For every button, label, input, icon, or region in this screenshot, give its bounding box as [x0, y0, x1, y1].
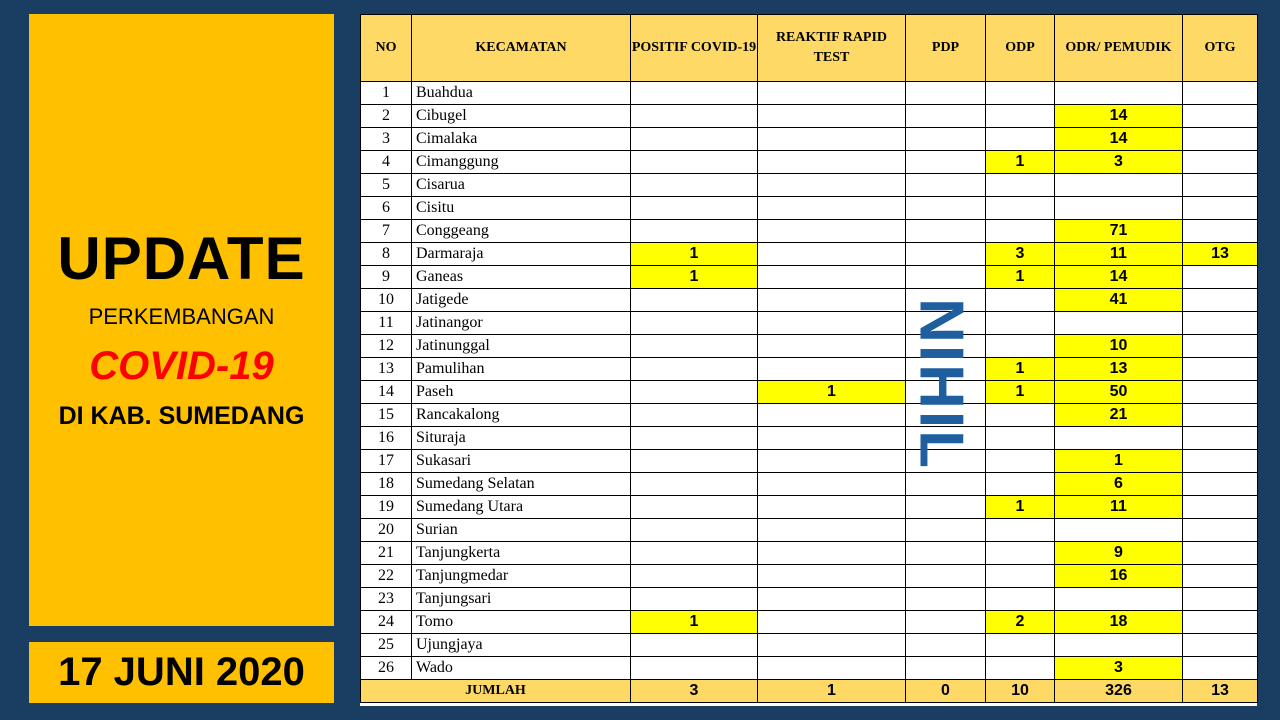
row-positif [631, 197, 758, 220]
row-reaktif [758, 312, 906, 335]
row-no: 3 [361, 128, 412, 151]
row-no: 16 [361, 427, 412, 450]
table-row [361, 335, 1258, 358]
row-no: 25 [361, 634, 412, 657]
table-row [361, 404, 1258, 427]
row-kecamatan: Jatinangor [412, 312, 631, 335]
row-reaktif [758, 588, 906, 611]
row-odp [986, 427, 1055, 450]
row-reaktif [758, 542, 906, 565]
row-reaktif [758, 105, 906, 128]
row-odp: 1 [986, 381, 1055, 404]
row-otg [1183, 473, 1258, 496]
nihil-label: NIHIL [906, 298, 976, 470]
row-otg [1183, 657, 1258, 680]
row-otg [1183, 588, 1258, 611]
row-odp: 3 [986, 243, 1055, 266]
row-pdp [906, 266, 986, 289]
header-no: NO [361, 15, 412, 82]
row-otg [1183, 381, 1258, 404]
row-odr [1055, 588, 1183, 611]
row-reaktif [758, 289, 906, 312]
row-kecamatan: Sumedang Utara [412, 496, 631, 519]
row-odp [986, 404, 1055, 427]
row-positif [631, 82, 758, 105]
row-odp: 1 [986, 151, 1055, 174]
row-reaktif [758, 496, 906, 519]
row-kecamatan: Cisitu [412, 197, 631, 220]
table-row [361, 381, 1258, 404]
row-odr [1055, 519, 1183, 542]
row-positif [631, 312, 758, 335]
row-odr: 14 [1055, 128, 1183, 151]
row-odr: 21 [1055, 404, 1183, 427]
row-pdp [906, 519, 986, 542]
row-positif [631, 634, 758, 657]
row-no: 26 [361, 657, 412, 680]
row-pdp [906, 197, 986, 220]
row-odr: 50 [1055, 381, 1183, 404]
row-no: 17 [361, 450, 412, 473]
row-odp [986, 220, 1055, 243]
row-positif [631, 450, 758, 473]
row-otg [1183, 82, 1258, 105]
row-otg [1183, 404, 1258, 427]
header-pdp: PDP [906, 15, 986, 82]
row-odr: 11 [1055, 243, 1183, 266]
row-positif [631, 473, 758, 496]
row-odr: 14 [1055, 266, 1183, 289]
row-positif [631, 335, 758, 358]
header-kecamatan: KECAMATAN [412, 15, 631, 82]
row-reaktif [758, 220, 906, 243]
row-no: 10 [361, 289, 412, 312]
row-no: 23 [361, 588, 412, 611]
total-positif: 3 [631, 680, 758, 703]
row-kecamatan: Wado [412, 657, 631, 680]
row-reaktif [758, 404, 906, 427]
header-reaktif: REAKTIF RAPID TEST [758, 15, 906, 82]
row-odp [986, 473, 1055, 496]
table-row [361, 289, 1258, 312]
row-kecamatan: Surian [412, 519, 631, 542]
row-kecamatan: Sumedang Selatan [412, 473, 631, 496]
row-kecamatan: Cisarua [412, 174, 631, 197]
table-row [361, 220, 1258, 243]
row-kecamatan: Sukasari [412, 450, 631, 473]
header-otg: OTG [1183, 15, 1258, 82]
row-odp [986, 450, 1055, 473]
row-reaktif [758, 611, 906, 634]
row-positif [631, 542, 758, 565]
row-reaktif [758, 82, 906, 105]
row-no: 20 [361, 519, 412, 542]
total-odp: 10 [986, 680, 1055, 703]
row-odp [986, 289, 1055, 312]
row-kecamatan: Paseh [412, 381, 631, 404]
row-odr: 71 [1055, 220, 1183, 243]
row-kecamatan: Jatinunggal [412, 335, 631, 358]
row-odr: 11 [1055, 496, 1183, 519]
row-positif [631, 496, 758, 519]
row-positif [631, 381, 758, 404]
row-odr: 6 [1055, 473, 1183, 496]
row-kecamatan: Pamulihan [412, 358, 631, 381]
row-kecamatan: Cimanggung [412, 151, 631, 174]
row-pdp [906, 657, 986, 680]
row-kecamatan: Buahdua [412, 82, 631, 105]
table-row [361, 427, 1258, 450]
row-odp: 1 [986, 496, 1055, 519]
row-no: 22 [361, 565, 412, 588]
row-reaktif [758, 197, 906, 220]
table-row [361, 151, 1258, 174]
row-reaktif: 1 [758, 381, 906, 404]
row-kecamatan: Darmaraja [412, 243, 631, 266]
row-otg [1183, 358, 1258, 381]
row-no: 21 [361, 542, 412, 565]
row-otg [1183, 611, 1258, 634]
header-positif: POSITIF COVID-19 [631, 15, 758, 82]
total-odr: 326 [1055, 680, 1183, 703]
row-odp [986, 82, 1055, 105]
row-odr [1055, 634, 1183, 657]
row-positif [631, 289, 758, 312]
data-table-container [360, 14, 1257, 706]
row-positif [631, 588, 758, 611]
table-row [361, 450, 1258, 473]
table-row [361, 542, 1258, 565]
row-odp: 1 [986, 266, 1055, 289]
row-reaktif [758, 174, 906, 197]
row-positif [631, 174, 758, 197]
row-pdp [906, 611, 986, 634]
row-odr [1055, 174, 1183, 197]
row-odp: 1 [986, 358, 1055, 381]
table-row [361, 496, 1258, 519]
row-kecamatan: Rancakalong [412, 404, 631, 427]
row-otg [1183, 151, 1258, 174]
table-body [361, 82, 1258, 680]
table-row [361, 473, 1258, 496]
row-no: 5 [361, 174, 412, 197]
total-label: JUMLAH [361, 680, 631, 703]
row-no: 13 [361, 358, 412, 381]
row-positif: 1 [631, 266, 758, 289]
row-odp [986, 128, 1055, 151]
row-otg [1183, 565, 1258, 588]
row-pdp [906, 542, 986, 565]
row-odr: 41 [1055, 289, 1183, 312]
row-odr: 16 [1055, 565, 1183, 588]
row-reaktif [758, 473, 906, 496]
row-positif [631, 519, 758, 542]
row-no: 24 [361, 611, 412, 634]
row-pdp [906, 473, 986, 496]
row-odr: 10 [1055, 335, 1183, 358]
table-row [361, 611, 1258, 634]
row-otg [1183, 519, 1258, 542]
row-reaktif [758, 358, 906, 381]
table-row [361, 312, 1258, 335]
row-odr: 18 [1055, 611, 1183, 634]
row-reaktif [758, 151, 906, 174]
row-otg [1183, 496, 1258, 519]
row-pdp [906, 82, 986, 105]
row-kecamatan: Ujungjaya [412, 634, 631, 657]
row-kecamatan: Conggeang [412, 220, 631, 243]
row-pdp [906, 105, 986, 128]
row-kecamatan: Tomo [412, 611, 631, 634]
row-positif [631, 657, 758, 680]
row-positif [631, 128, 758, 151]
table-row [361, 634, 1258, 657]
table-row [361, 588, 1258, 611]
row-odr [1055, 82, 1183, 105]
row-positif: 1 [631, 611, 758, 634]
row-kecamatan: Jatigede [412, 289, 631, 312]
row-odp [986, 542, 1055, 565]
row-reaktif [758, 657, 906, 680]
row-pdp [906, 588, 986, 611]
row-pdp [906, 565, 986, 588]
row-positif [631, 105, 758, 128]
row-reaktif [758, 243, 906, 266]
row-odr: 9 [1055, 542, 1183, 565]
row-odp [986, 657, 1055, 680]
row-no: 4 [361, 151, 412, 174]
table-row [361, 519, 1258, 542]
row-positif [631, 151, 758, 174]
row-kecamatan: Cimalaka [412, 128, 631, 151]
row-odp [986, 565, 1055, 588]
row-otg: 13 [1183, 243, 1258, 266]
row-positif [631, 220, 758, 243]
table-row [361, 128, 1258, 151]
row-odr: 1 [1055, 450, 1183, 473]
row-otg [1183, 128, 1258, 151]
row-no: 9 [361, 266, 412, 289]
row-positif [631, 404, 758, 427]
row-otg [1183, 450, 1258, 473]
row-kecamatan: Tanjungmedar [412, 565, 631, 588]
total-otg: 13 [1183, 680, 1258, 703]
row-no: 18 [361, 473, 412, 496]
total-row [361, 680, 1258, 703]
update-heading: UPDATE [57, 225, 306, 292]
table-row [361, 358, 1258, 381]
table-row [361, 105, 1258, 128]
row-pdp [906, 243, 986, 266]
row-odp [986, 197, 1055, 220]
row-odr: 14 [1055, 105, 1183, 128]
row-otg [1183, 197, 1258, 220]
table-row [361, 657, 1258, 680]
row-positif [631, 427, 758, 450]
row-odr: 13 [1055, 358, 1183, 381]
row-no: 19 [361, 496, 412, 519]
perkembangan-text: PERKEMBANGAN [88, 304, 275, 329]
row-no: 6 [361, 197, 412, 220]
header-odr: ODR/ PEMUDIK [1055, 15, 1183, 82]
table-row [361, 197, 1258, 220]
row-odp [986, 312, 1055, 335]
row-pdp [906, 220, 986, 243]
row-odp [986, 634, 1055, 657]
row-no: 11 [361, 312, 412, 335]
row-no: 15 [361, 404, 412, 427]
row-no: 14 [361, 381, 412, 404]
row-odp [986, 335, 1055, 358]
row-reaktif [758, 335, 906, 358]
row-odr: 3 [1055, 657, 1183, 680]
row-kecamatan: Tanjungkerta [412, 542, 631, 565]
table-row [361, 565, 1258, 588]
row-otg [1183, 312, 1258, 335]
row-kecamatan: Ganeas [412, 266, 631, 289]
row-reaktif [758, 519, 906, 542]
row-positif [631, 565, 758, 588]
row-kecamatan: Tanjungsari [412, 588, 631, 611]
row-odr [1055, 197, 1183, 220]
row-otg [1183, 105, 1258, 128]
table-row [361, 266, 1258, 289]
table-row [361, 243, 1258, 266]
row-otg [1183, 289, 1258, 312]
row-no: 2 [361, 105, 412, 128]
row-pdp [906, 496, 986, 519]
row-odr: 3 [1055, 151, 1183, 174]
row-otg [1183, 634, 1258, 657]
date-label: 17 JUNI 2020 [29, 642, 334, 703]
row-odp [986, 174, 1055, 197]
row-reaktif [758, 128, 906, 151]
covid-text: COVID-19 [89, 344, 274, 388]
region-text: DI KAB. SUMEDANG [58, 402, 305, 430]
row-no: 8 [361, 243, 412, 266]
row-no: 7 [361, 220, 412, 243]
row-reaktif [758, 565, 906, 588]
row-otg [1183, 335, 1258, 358]
row-odp [986, 519, 1055, 542]
row-pdp [906, 174, 986, 197]
row-kecamatan: Situraja [412, 427, 631, 450]
covid-table [360, 14, 1258, 703]
row-positif: 1 [631, 243, 758, 266]
row-pdp [906, 128, 986, 151]
table-row [361, 82, 1258, 105]
row-reaktif [758, 634, 906, 657]
row-kecamatan: Cibugel [412, 105, 631, 128]
row-otg [1183, 266, 1258, 289]
row-otg [1183, 220, 1258, 243]
row-odr [1055, 427, 1183, 450]
row-odp [986, 588, 1055, 611]
row-no: 12 [361, 335, 412, 358]
row-otg [1183, 542, 1258, 565]
title-panel [29, 14, 334, 626]
row-otg [1183, 427, 1258, 450]
row-reaktif [758, 266, 906, 289]
row-reaktif [758, 427, 906, 450]
row-odr [1055, 312, 1183, 335]
row-pdp [906, 634, 986, 657]
row-no: 1 [361, 82, 412, 105]
total-reaktif: 1 [758, 680, 906, 703]
row-odp [986, 105, 1055, 128]
header-odp: ODP [986, 15, 1055, 82]
row-otg [1183, 174, 1258, 197]
row-pdp [906, 151, 986, 174]
total-pdp: 0 [906, 680, 986, 703]
row-reaktif [758, 450, 906, 473]
row-positif [631, 358, 758, 381]
row-odp: 2 [986, 611, 1055, 634]
table-row [361, 174, 1258, 197]
